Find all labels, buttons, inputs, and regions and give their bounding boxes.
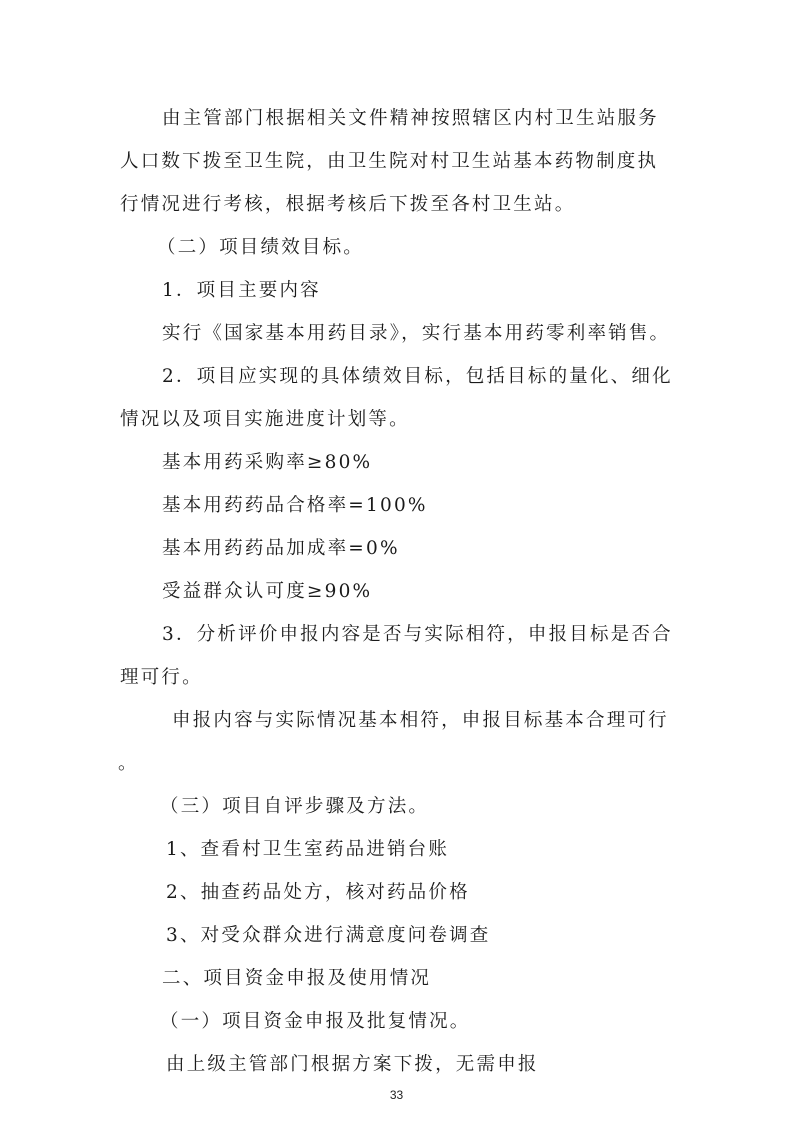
section-heading: （二）项目绩效目标。 xyxy=(157,237,365,258)
section-heading: （一）项目资金申报及批复情况。 xyxy=(160,1011,471,1032)
paragraph-line: 情况以及项目实施进度计划等。 xyxy=(120,409,410,430)
paragraph-line: 。 xyxy=(118,753,139,774)
indicator-line: 基本用药药品加成率=0% xyxy=(162,538,400,559)
paragraph-line: 实行《国家基本用药目录》，实行基本用药零利率销售。 xyxy=(162,323,671,344)
chapter-heading: 二、项目资金申报及使用情况 xyxy=(162,968,432,989)
list-item: 2、抽查药品处方，核对药品价格 xyxy=(166,882,470,903)
section-heading: （三）项目自评步骤及方法。 xyxy=(160,796,430,817)
indicator-line: 基本用药药品合格率=100% xyxy=(162,495,428,516)
paragraph-line: 人口数下拨至卫生院，由卫生院对村卫生站基本药物制度执 xyxy=(120,151,659,172)
list-item: 3、对受众群众进行满意度问卷调查 xyxy=(166,925,491,946)
subsection-heading: 3．分析评价申报内容是否与实际相符，申报目标是否合 xyxy=(162,624,673,645)
list-item: 1、查看村卫生室药品进销台账 xyxy=(166,839,450,860)
paragraph-line: 申报内容与实际情况基本相符，申报目标基本合理可行 xyxy=(172,710,669,731)
subsection-heading: 1．项目主要内容 xyxy=(162,280,321,301)
page-number: 33 xyxy=(389,1088,404,1102)
paragraph-line: 行情况进行考核，根据考核后下拨至各村卫生站。 xyxy=(120,194,576,215)
indicator-line: 基本用药采购率≥80% xyxy=(162,452,373,473)
paragraph-line: 理可行。 xyxy=(120,667,203,688)
indicator-line: 受益群众认可度≥90% xyxy=(162,581,373,602)
subsection-heading: 2．项目应实现的具体绩效目标，包括目标的量化、细化 xyxy=(162,366,673,387)
paragraph-line: 由主管部门根据相关文件精神按照辖区内村卫生站服务 xyxy=(162,108,659,129)
paragraph-line: 由上级主管部门根据方案下拨，无需申报 xyxy=(166,1054,539,1075)
